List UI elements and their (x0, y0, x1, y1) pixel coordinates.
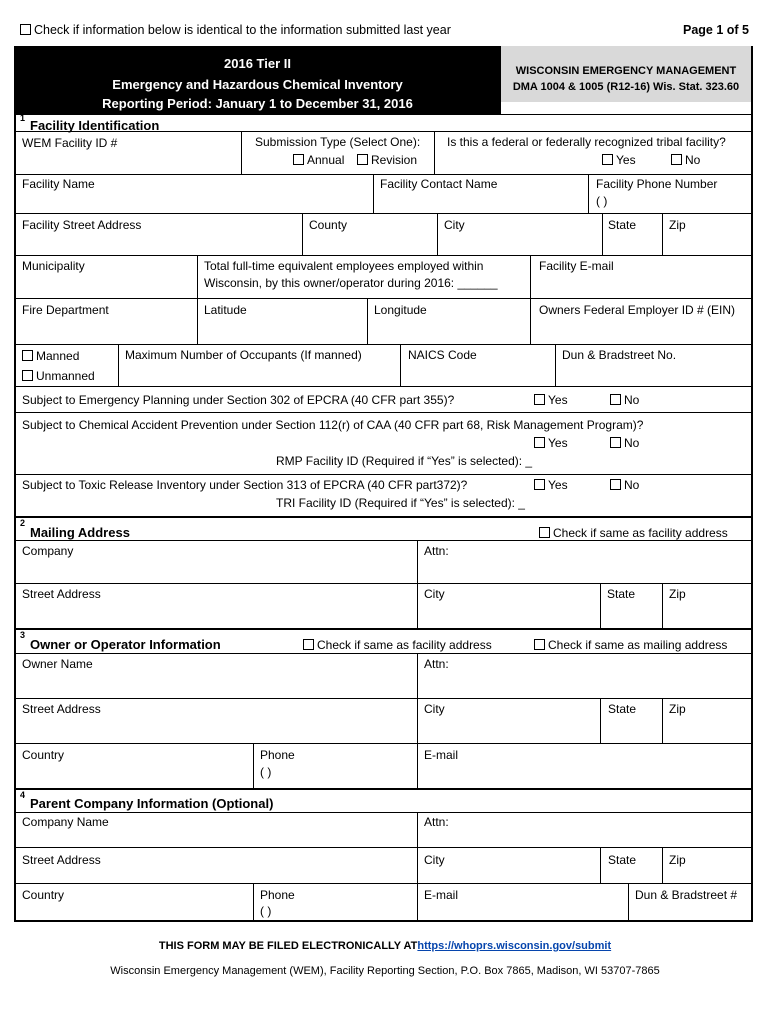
mailing-state-field[interactable]: State (607, 587, 636, 601)
parent-phone-area-code: ( ) (260, 904, 272, 918)
mailing-city-field[interactable]: City (424, 587, 445, 601)
section-1-title: Facility Identification (30, 118, 160, 133)
header-agency-block (501, 46, 751, 102)
mailing-attn-field[interactable]: Attn: (424, 544, 449, 558)
fire-department-field[interactable]: Fire Department (22, 303, 109, 317)
annual-option[interactable]: Annual (293, 153, 344, 167)
federal-facility-question: Is this a federal or federally recognized tribal facility? (447, 135, 726, 149)
caa-112r-no-checkbox[interactable] (610, 437, 621, 448)
parent-zip-field[interactable]: Zip (669, 853, 686, 867)
tri-313-no-checkbox[interactable] (610, 479, 621, 490)
owner-same-as-mailing-option[interactable]: Check if same as mailing address (534, 638, 727, 652)
tri-313-yes-option[interactable]: Yes (534, 478, 568, 492)
agency-name: WISCONSIN EMERGENCY MANAGEMENT (515, 65, 737, 77)
unmanned-checkbox[interactable] (22, 370, 33, 381)
epcra-302-yes-option[interactable]: Yes (534, 393, 568, 407)
owner-zip-field[interactable]: Zip (669, 702, 686, 716)
federal-no-checkbox[interactable] (671, 154, 682, 165)
form-year: 2016 Tier II (224, 56, 291, 71)
identical-checkbox[interactable] (20, 24, 31, 35)
header-title-block (14, 46, 501, 114)
section-2-title: Mailing Address (30, 525, 130, 540)
page-number: Page 1 of 5 (683, 23, 749, 37)
manned-option[interactable]: Manned (22, 349, 79, 363)
county-field[interactable]: County (309, 218, 348, 232)
parent-city-field[interactable]: City (424, 853, 445, 867)
section-3-title: Owner or Operator Information (30, 637, 221, 652)
reporting-period: Reporting Period: January 1 to December 31, 2016 (102, 96, 413, 111)
mailing-same-as-facility-checkbox[interactable] (539, 527, 550, 538)
caa-112r-yes-checkbox[interactable] (534, 437, 545, 448)
epcra-302-no-option[interactable]: No (610, 393, 639, 407)
state-field[interactable]: State (608, 218, 637, 232)
mailing-street-field[interactable]: Street Address (22, 587, 101, 601)
parent-street-field[interactable]: Street Address (22, 853, 101, 867)
epcra-302-no-checkbox[interactable] (610, 394, 621, 405)
parent-duns-field[interactable]: Dun & Bradstreet # (635, 888, 738, 902)
facility-duns-field[interactable]: Dun & Bradstreet No. (562, 348, 677, 362)
revision-option[interactable]: Revision (357, 153, 417, 167)
section-3-number: 3 (20, 630, 26, 640)
mailing-company-field[interactable]: Company (22, 544, 74, 558)
caa-112r-yes-option[interactable]: Yes (534, 436, 568, 450)
section-4-number: 4 (20, 790, 26, 800)
owner-country-field[interactable]: Country (22, 748, 65, 762)
facility-street-field[interactable]: Facility Street Address (22, 218, 142, 232)
tri-facility-id-field[interactable]: TRI Facility ID (Required if “Yes” is selected): _ (276, 496, 525, 510)
epcra-302-yes-checkbox[interactable] (534, 394, 545, 405)
facility-name-field[interactable]: Facility Name (22, 177, 95, 191)
city-field[interactable]: City (444, 218, 465, 232)
unmanned-option[interactable]: Unmanned (22, 369, 95, 383)
tri-313-no-option[interactable]: No (610, 478, 639, 492)
zip-field[interactable]: Zip (669, 218, 686, 232)
parent-attn-field[interactable]: Attn: (424, 815, 449, 829)
naics-code-field[interactable]: NAICS Code (408, 348, 477, 362)
parent-email-field[interactable]: E-mail (424, 888, 459, 902)
manned-checkbox[interactable] (22, 350, 33, 361)
owner-state-field[interactable]: State (608, 702, 637, 716)
parent-company-name-field[interactable]: Company Name (22, 815, 109, 829)
wem-facility-id-field[interactable]: WEM Facility ID # (22, 136, 118, 150)
max-occupants-field[interactable]: Maximum Number of Occupants (If manned) (125, 348, 362, 362)
section-4-title: Parent Company Information (Optional) (30, 796, 274, 811)
parent-state-field[interactable]: State (608, 853, 637, 867)
submit-url-link[interactable]: https://whoprs.wisconsin.gov/submit (417, 940, 612, 952)
facility-contact-name-field[interactable]: Facility Contact Name (380, 177, 498, 191)
federal-yes-option[interactable]: Yes (602, 153, 636, 167)
section-1-number: 1 (20, 113, 26, 123)
statute-ref: DMA 1004 & 1005 (R12-16) Wis. Stat. 323.60 (512, 81, 740, 93)
revision-checkbox[interactable] (357, 154, 368, 165)
latitude-field[interactable]: Latitude (204, 303, 247, 317)
section-2-number: 2 (20, 518, 26, 528)
owner-phone-field[interactable]: Phone (260, 748, 295, 762)
tri-313-question: Subject to Toxic Release Inventory under Section 313 of EPCRA (40 CFR part372)? (22, 478, 468, 492)
owner-same-as-mailing-checkbox[interactable] (534, 639, 545, 650)
mailing-same-as-facility-option[interactable]: Check if same as facility address (539, 526, 728, 540)
owner-street-field[interactable]: Street Address (22, 702, 101, 716)
federal-yes-checkbox[interactable] (602, 154, 613, 165)
facility-email-field[interactable]: Facility E-mail (539, 259, 614, 273)
submission-type-label: Submission Type (Select One): (255, 135, 421, 149)
epcra-302-question: Subject to Emergency Planning under Section 302 of EPCRA (40 CFR part 355)? (22, 393, 455, 407)
mailing-zip-field[interactable]: Zip (669, 587, 686, 601)
tri-313-yes-checkbox[interactable] (534, 479, 545, 490)
parent-phone-field[interactable]: Phone (260, 888, 295, 902)
longitude-field[interactable]: Longitude (374, 303, 427, 317)
electronic-filing-note: THIS FORM MAY BE FILED ELECTRONICALLY AThttps://whoprs.wisconsin.gov/submit (158, 940, 612, 952)
parent-country-field[interactable]: Country (22, 888, 65, 902)
rmp-facility-id-field[interactable]: RMP Facility ID (Required if “Yes” is selected): _ (276, 454, 533, 468)
facility-phone-area-code: ( ) (596, 194, 608, 208)
caa-112r-question: Subject to Chemical Accident Prevention under Section 112(r) of CAA (40 CFR part 68, Risk Management Program)? (22, 418, 644, 432)
form-title: Emergency and Hazardous Chemical Inventory (112, 77, 403, 92)
owner-name-field[interactable]: Owner Name (22, 657, 93, 671)
facility-phone-field[interactable]: Facility Phone Number (596, 177, 718, 191)
fte-employees-field[interactable]: Wisconsin, by this owner/operator during 2016: ______ (204, 276, 498, 290)
owner-same-as-facility-checkbox[interactable] (303, 639, 314, 650)
identical-checkbox-row[interactable]: Check if information below is identical to the information submitted last year (20, 23, 451, 37)
caa-112r-no-option[interactable]: No (610, 436, 639, 450)
owner-email-field[interactable]: E-mail (424, 748, 459, 762)
federal-no-option[interactable]: No (671, 153, 700, 167)
owner-phone-area-code: ( ) (260, 765, 272, 779)
annual-checkbox[interactable] (293, 154, 304, 165)
owner-city-field[interactable]: City (424, 702, 445, 716)
owner-same-as-facility-option[interactable]: Check if same as facility address (303, 638, 492, 652)
wem-mailing-address: Wisconsin Emergency Management (WEM), Facility Reporting Section, P.O. Box 7865, Madison, WI 53707-7865 (110, 965, 660, 977)
owner-attn-field[interactable]: Attn: (424, 657, 449, 671)
fte-employees-label: Total full-time equivalent employees employed within (204, 259, 484, 273)
ein-field[interactable]: Owners Federal Employer ID # (EIN) (539, 303, 736, 317)
municipality-field[interactable]: Municipality (22, 259, 85, 273)
